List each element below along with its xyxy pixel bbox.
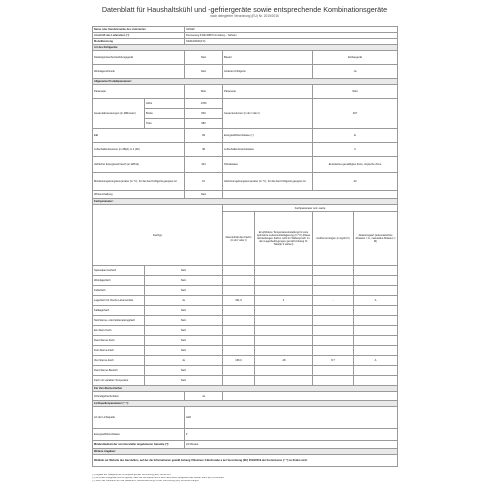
compartment-volume xyxy=(223,346,255,356)
compartment-temp xyxy=(255,336,313,346)
compartment-temp xyxy=(255,276,313,286)
compartment-volume xyxy=(223,376,255,386)
section-compartment-header: Fachparameter: xyxy=(93,199,398,205)
total-volume-label: Gesamtvolumen (in dm³ oder l) xyxy=(223,99,313,129)
volume-col-header: Rauminhalt des Fachs (in dm³ oder l) xyxy=(223,212,255,266)
compartment-freeze: - xyxy=(313,296,354,306)
width-label: Breite xyxy=(145,109,185,119)
compartment-name: Zwei-Sterne-Bereich xyxy=(93,366,145,376)
depth-value: 680 xyxy=(185,119,223,129)
energy-class-value: E xyxy=(313,129,398,143)
compartment-defrost: A xyxy=(354,356,398,366)
compartment-name: Null-Sterne- oder Eisbereitungsfach xyxy=(93,316,145,326)
depth-label: Tiefe xyxy=(145,119,185,129)
compartment-temp xyxy=(255,326,313,336)
height-value: 1780 xyxy=(185,99,223,109)
compartment-state: Ja xyxy=(145,356,223,366)
compartment-temp xyxy=(255,306,313,316)
compartment-name: Kellerfach xyxy=(93,286,145,296)
compartment-freeze xyxy=(313,326,354,336)
compartment-group-header: Fachparameter und -werte xyxy=(223,205,398,212)
compartment-state: Ja xyxy=(145,296,223,306)
width-value: 600 xyxy=(185,109,223,119)
compartment-type-header: Fachtyp xyxy=(93,205,223,266)
winter-mode-value: Nein xyxy=(185,191,223,199)
compartment-defrost xyxy=(354,336,398,346)
address-label: Anschrift des Lieferanten (¹⁾) xyxy=(93,33,185,39)
compartment-volume xyxy=(223,306,255,316)
freeze-col-header: Gefriervermögen (in kg/24 h) xyxy=(313,212,354,266)
compartment-freeze xyxy=(313,286,354,296)
compartment-defrost xyxy=(354,316,398,326)
light-class-label: Energieeffizienzklasse xyxy=(93,429,185,441)
compartment-defrost xyxy=(354,286,398,296)
compartment-freeze xyxy=(313,366,354,376)
footnote: (³⁾) Wenn der Lieferant nicht die Garantie in Übereinstimmung mit der Verordnung (EU) 2019/2019 angibt. xyxy=(92,480,200,482)
warranty-label: Mindestlaufzeit der vom Hersteller angebotenen Garantie (²⁾): xyxy=(93,441,185,449)
compartment-defrost xyxy=(354,266,398,276)
model-value: SD4FA0000(0 0) xyxy=(185,39,398,45)
other-appliance-value: Ja xyxy=(313,65,398,79)
table-row xyxy=(93,346,398,356)
compartment-name: Vier-Sterne-Fach xyxy=(93,356,145,366)
compartment-defrost xyxy=(354,276,398,286)
light-class-value: F xyxy=(185,429,398,441)
value-header-right: Wert xyxy=(313,85,398,99)
page-title: Datenblatt für Haushaltskühl und -gefriergeräte sowie entsprechende Kombinationsgeräte xyxy=(101,5,388,14)
compartment-freeze xyxy=(313,376,354,386)
table-row xyxy=(93,356,398,366)
compartment-name: Ein-Stern-Fach xyxy=(93,326,145,336)
compartment-name: Lagerfach für frische Lebensmittel xyxy=(93,296,145,306)
eei-value: 99 xyxy=(185,129,223,143)
parameter-header-right: Parameter xyxy=(223,85,313,99)
table-row xyxy=(93,326,398,336)
climate-class-value: Erweitertes gemäßigtes Zone, tropische Zone xyxy=(313,157,398,173)
compartment-state: Nein xyxy=(145,276,223,286)
low-noise-label: Niedergeräuschentwicklungsgerät xyxy=(93,51,185,65)
compartment-defrost xyxy=(354,306,398,316)
datasheet-table xyxy=(92,26,398,467)
compartment-volume xyxy=(223,336,255,346)
compartment-freeze: 8,7 xyxy=(313,356,354,366)
wine-cabinet-value: Nein xyxy=(185,65,223,79)
table-row xyxy=(93,366,398,376)
compartment-defrost xyxy=(354,376,398,386)
total-volume-value: 497 xyxy=(313,99,398,129)
compartment-temp xyxy=(255,346,313,356)
supplier-value: GRAEF xyxy=(185,27,398,33)
wine-cabinet-label: Weinlagerschrank xyxy=(93,65,185,79)
supplier-label: Name oder Handelsmarke des Lieferanten xyxy=(93,27,185,33)
temp-col-header: Empfohlene Temperatureinstellung für eine optimierte Lebensmittellagerung (in °C) (Diese Einstellungen dürfen nicht im Widerspruch zu den Lagerbedingungen gemäß Anhang IV, Tabelle 3 stehen) xyxy=(255,212,313,266)
compartment-state: Nein xyxy=(145,326,223,336)
table-row xyxy=(93,266,398,276)
compartment-state: Nein xyxy=(145,266,223,276)
section-light-header: Lichtquellenparameter (¹⁾ ²⁾): xyxy=(93,401,398,407)
compartment-name: Speisekammerfach xyxy=(93,266,145,276)
compartment-temp xyxy=(255,366,313,376)
footnote: (¹⁾) Angabe der Kategorie der Lichtquelle gemäß Verordnung (EU) 2019/2015. xyxy=(92,474,172,476)
compartment-freeze xyxy=(313,306,354,316)
value-header: Wert xyxy=(185,85,223,99)
compartment-volume xyxy=(223,366,255,376)
compartment-defrost xyxy=(354,346,398,356)
design-type-label: Bauart xyxy=(223,51,313,65)
compartment-temp: -18 xyxy=(255,356,313,366)
max-ambient-value: 43 xyxy=(313,173,398,191)
compartment-name: Weinlagerfach xyxy=(93,276,145,286)
compartment-state: Nein xyxy=(145,366,223,376)
max-ambient-label: Höchstumgebungstemperatur (in °C), für die das Kühlgerät geeignet ist xyxy=(223,173,313,191)
compartment-volume xyxy=(223,266,255,276)
defrost-col-header: Abtauungsart (automatisches Abtauen = A, manuelles Abtauen = M) xyxy=(354,212,398,266)
compartment-temp xyxy=(255,376,313,386)
section-general-header: Allgemeine Produktparameter: xyxy=(93,79,398,85)
annual-energy-value: 324 xyxy=(185,157,223,173)
compartment-name: Kaltlagerfach xyxy=(93,306,145,316)
compartment-state: Nein xyxy=(145,286,223,296)
compartment-volume xyxy=(223,316,255,326)
annual-energy-label: Jährlicher Energieverbrauch (in kWh/a) xyxy=(93,157,185,173)
table-row xyxy=(93,376,398,386)
height-label: Höhe xyxy=(145,99,185,109)
table-row xyxy=(93,316,398,326)
compartment-state: Nein xyxy=(145,336,223,346)
compartment-name: Fach mit variabler Temperatur xyxy=(93,376,145,386)
compartment-state: Nein xyxy=(145,316,223,326)
compartment-volume: 166,0 xyxy=(223,356,255,366)
noise-value: 38 xyxy=(185,143,223,157)
section-extra-header: Weitere Angaben: xyxy=(93,449,398,455)
compartment-defrost xyxy=(354,366,398,376)
climate-class-label: Klimaklasse xyxy=(223,157,313,173)
compartment-state: Nein xyxy=(145,306,223,316)
compartment-freeze xyxy=(313,266,354,276)
noise-class-value: C xyxy=(313,143,398,157)
compartment-state: Nein xyxy=(145,346,223,356)
min-ambient-value: 10 xyxy=(185,173,223,191)
address-value: Donnerweg 8 DE-59872 Arnsberg – Neheim xyxy=(185,33,398,39)
table-row xyxy=(93,336,398,346)
model-label: Modellkennung xyxy=(93,39,185,45)
table-row xyxy=(93,276,398,286)
noise-class-label: Luftschallemissionsklasse xyxy=(223,143,313,157)
compartment-temp xyxy=(255,286,313,296)
parameter-header: Parameter xyxy=(93,85,185,99)
weblink-text: Weblink zur Website des Herstellers, auf der die Informationen gemäß Anhang II Nummer 4 Buchstabe a der Verordnung (EU) 2019/2019 der Kommission (¹⁾ ²⁾) zu finden sind: xyxy=(93,455,398,467)
compartment-temp: 4 xyxy=(255,296,313,306)
compartment-freeze xyxy=(313,346,354,356)
table-row xyxy=(93,306,398,316)
compartment-volume: 331,0 xyxy=(223,296,255,306)
compartment-defrost xyxy=(354,326,398,336)
energy-class-label: Energieeffizienzklasse (¹⁾) xyxy=(223,129,313,143)
table-row xyxy=(93,286,398,296)
table-row xyxy=(93,296,398,306)
fast-freeze-label: Schnellgefrierfunktion xyxy=(93,392,185,401)
compartment-name: Zwei-Sterne-Fach xyxy=(93,336,145,346)
winter-mode-label: Winterschaltung xyxy=(93,191,185,199)
noise-label: Luftschallemissionen (in dB(A) re 1 pW) xyxy=(93,143,185,157)
compartment-freeze xyxy=(313,336,354,346)
footnotes xyxy=(92,474,397,483)
compartment-freeze xyxy=(313,276,354,286)
section-four-star-header: Für Vier-Sterne-Fächer xyxy=(93,386,398,392)
compartment-defrost: A xyxy=(354,296,398,306)
eei-label: EEI xyxy=(93,129,185,143)
footnote: (²⁾) Nicht alle Kühlgeräte sind so gebaut, dass die Lichtquelle durch einen Endnutzer ausgewechselt werden kann (EU) 2019/2020. xyxy=(92,477,225,479)
light-type-label: Art der Lichtquelle xyxy=(93,407,185,429)
compartment-name: Drei-Sterne-Fach xyxy=(93,346,145,356)
compartment-temp xyxy=(255,316,313,326)
dimensions-label: Gesamtabmessungen (in Millimeter) xyxy=(93,99,145,129)
warranty-value: 24 Monate xyxy=(185,441,398,449)
fast-freeze-value: Ja xyxy=(185,392,223,401)
compartment-volume xyxy=(223,276,255,286)
light-type-value: LED xyxy=(185,407,398,429)
other-appliance-label: Anderes Kühlgerät xyxy=(223,65,313,79)
compartment-temp xyxy=(255,266,313,276)
min-ambient-label: Mindestumgebungstemperatur (in °C), für die das Kühlgerät geeignet ist xyxy=(93,173,185,191)
design-type-value: Einbaugerät xyxy=(313,51,398,65)
compartment-volume xyxy=(223,326,255,336)
section-type-header: Art des Kühlgeräts: xyxy=(93,45,398,51)
compartment-volume xyxy=(223,286,255,296)
low-noise-value: Nein xyxy=(185,51,223,65)
compartment-state: Nein xyxy=(145,376,223,386)
page-subtitle: nach delegierter Verordnung (EU) Nr. 2019/2016 xyxy=(210,14,279,18)
compartment-freeze xyxy=(313,316,354,326)
